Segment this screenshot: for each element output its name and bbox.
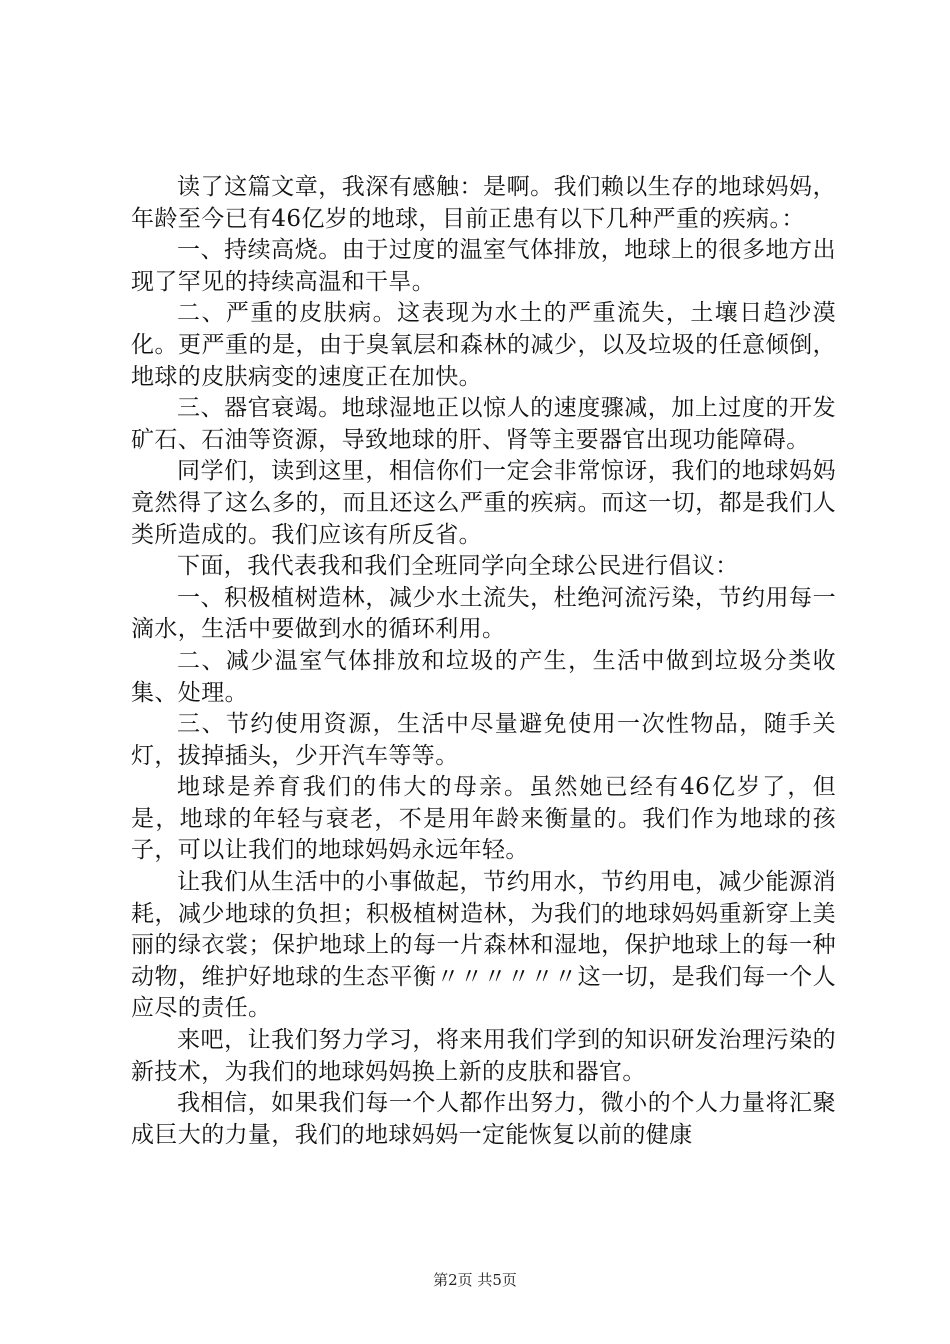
paragraph-small-things: 让我们从生活中的小事做起，节约用水，节约用电，减少能源消耗，减少地球的负担；积极植树造林，为我们的地球妈妈重新穿上美丽的绿衣裳；保护地球上的每一片森林和湿地，保护地球上的每一种动物，维护好地球的生态平衡〃〃〃〃〃〃这一切，是我们每一个人应尽的责任。 [131, 869, 836, 1022]
page-number-footer: 第2页 共5页 [433, 1271, 517, 1289]
paragraph-study: 来吧，让我们努力学习，将来用我们学到的知识研发治理污染的新技术，为我们的地球妈妈换上新的皮肤和器官。 [131, 1027, 836, 1085]
paragraph-mother-earth: 地球是养育我们的伟大的母亲。虽然她已经有46亿岁了，但是，地球的年轻与衰老，不是用年龄来衡量的。我们作为地球的孩子，可以让我们的地球妈妈永远年轻。 [131, 774, 836, 864]
paragraph-intro: 读了这篇文章，我深有感触：是啊。我们赖以生存的地球妈妈，年龄至今已有46亿岁的地球，目前正患有以下几种严重的疾病。： [131, 174, 836, 232]
paragraph-disease-2: 二、严重的皮肤病。这表现为水土的严重流失，土壤日趋沙漠化。更严重的是，由于臭氧层和森林的减少，以及垃圾的任意倾倒，地球的皮肤病变的速度正在加快。 [131, 300, 836, 390]
paragraph-proposal-1: 一、积极植树造林，减少水土流失，杜绝河流污染，节约用每一滴水，生活中要做到水的循环利用。 [131, 584, 836, 643]
paragraph-proposal-2: 二、减少温室气体排放和垃圾的产生，生活中做到垃圾分类收集、处理。 [131, 647, 836, 706]
paragraph-proposal-intro: 下面，我代表我和我们全班同学向全球公民进行倡议： [177, 553, 739, 580]
paragraph-disease-3: 三、器官衰竭。地球湿地正以惊人的速度骤减，加上过度的开发矿石、石油等资源，导致地球的肝、肾等主要器官出现功能障碍。 [131, 395, 836, 453]
document-body [131, 172, 836, 1151]
paragraph-reflection: 同学们，读到这里，相信你们一定会非常惊讶，我们的地球妈妈竟然得了这么多的，而且还这么严重的疾病。而这一切，都是我们人类所造成的。我们应该有所反省。 [131, 458, 836, 548]
paragraph-disease-1: 一、持续高烧。由于过度的温室气体排放，地球上的很多地方出现了罕见的持续高温和干旱。 [131, 237, 836, 295]
paragraph-proposal-3: 三、节约使用资源，生活中尽量避免使用一次性物品，随手关灯，拔掉插头，少开汽车等等。 [131, 711, 836, 769]
paragraph-belief: 我相信，如果我们每一个人都作出努力，微小的个人力量将汇聚成巨大的力量，我们的地球妈妈一定能恢复以前的健康 [131, 1090, 836, 1148]
